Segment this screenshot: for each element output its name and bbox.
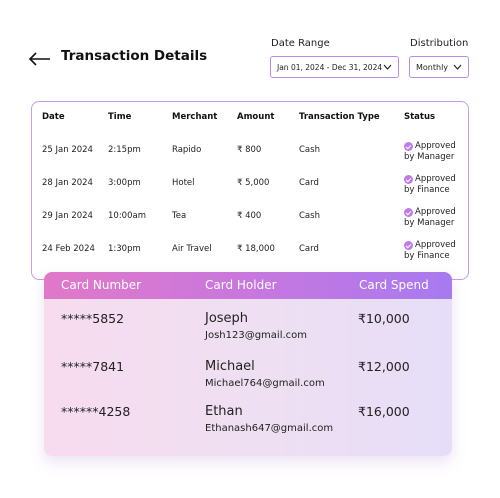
- card-row[interactable]: [44, 359, 452, 399]
- card-row[interactable]: [44, 311, 452, 351]
- card-spend: ₹12,000: [358, 359, 410, 374]
- distribution-label: Distribution: [410, 38, 469, 49]
- check-circle-icon: [404, 175, 413, 184]
- table-row[interactable]: [32, 172, 468, 194]
- column-header-amount: Amount: [237, 112, 275, 122]
- cell-transaction-type: Card: [299, 178, 319, 188]
- card-holder-name: Joseph: [205, 311, 249, 326]
- cell-merchant: Air Travel: [172, 244, 212, 254]
- card-holder-name: Michael: [205, 359, 255, 374]
- card-number: *****5852: [61, 311, 125, 326]
- card-holder-email: Ethanash647@gmail.com: [205, 423, 334, 434]
- cell-time: 3:00pm: [108, 178, 141, 188]
- chevron-down-icon: [383, 64, 392, 70]
- card-number: ******4258: [61, 404, 131, 419]
- status-text: Approved: [415, 174, 456, 184]
- column-header-card-spend: Card Spend: [359, 278, 429, 292]
- cell-date: 29 Jan 2024: [42, 211, 93, 221]
- status-text: Approved: [415, 207, 456, 217]
- date-range-value: Jan 01, 2024 - Dec 31, 2024: [277, 62, 383, 72]
- status-text: Approved: [415, 240, 456, 250]
- cell-time: 10:00am: [108, 211, 146, 221]
- arrow-left-icon[interactable]: [29, 50, 51, 68]
- date-range-label: Date Range: [271, 38, 330, 49]
- card-holder-name: Ethan: [205, 404, 243, 419]
- cell-date: 25 Jan 2024: [42, 145, 93, 155]
- table-row[interactable]: [32, 139, 468, 161]
- check-circle-icon: [404, 241, 413, 250]
- cell-time: 1:30pm: [108, 244, 141, 254]
- cell-amount: ₹ 400: [237, 211, 262, 221]
- check-circle-icon: [404, 208, 413, 217]
- card-row[interactable]: [44, 404, 452, 444]
- status-approver: by Manager: [404, 152, 455, 162]
- column-header-time: Time: [108, 112, 132, 122]
- column-header-card-number: Card Number: [61, 278, 142, 292]
- cell-amount: ₹ 18,000: [237, 244, 275, 254]
- status-text: Approved: [415, 141, 456, 151]
- chevron-down-icon: [453, 64, 462, 70]
- page-title: Transaction Details: [61, 48, 208, 64]
- card-spend-panel: [44, 272, 452, 456]
- cell-merchant: Tea: [172, 211, 187, 221]
- card-table-header: [44, 272, 452, 299]
- cell-transaction-type: Cash: [299, 211, 320, 221]
- column-header-transaction-type: Transaction Type: [299, 112, 380, 122]
- status-approver: by Finance: [404, 185, 450, 195]
- status-approver: by Finance: [404, 251, 450, 261]
- table-header-row: [32, 102, 468, 124]
- distribution-select[interactable]: [409, 56, 469, 78]
- cell-merchant: Hotel: [172, 178, 195, 188]
- column-header-merchant: Merchant: [172, 112, 218, 122]
- cell-transaction-type: Cash: [299, 145, 320, 155]
- distribution-value: Monthly: [416, 62, 449, 72]
- check-circle-icon: [404, 142, 413, 151]
- cell-date: 28 Jan 2024: [42, 178, 93, 188]
- table-row[interactable]: [32, 238, 468, 260]
- cell-time: 2:15pm: [108, 145, 141, 155]
- cell-transaction-type: Card: [299, 244, 319, 254]
- cell-date: 24 Feb 2024: [42, 244, 95, 254]
- date-range-select[interactable]: [270, 56, 399, 78]
- card-holder-email: Michael764@gmail.com: [205, 378, 325, 389]
- card-spend: ₹16,000: [358, 404, 410, 419]
- column-header-date: Date: [42, 112, 65, 122]
- status-approver: by Manager: [404, 218, 455, 228]
- column-header-status: Status: [404, 112, 436, 122]
- card-number: *****7841: [61, 359, 125, 374]
- card-holder-email: Josh123@gmail.com: [205, 330, 308, 341]
- cell-merchant: Rapido: [172, 145, 202, 155]
- cell-amount: ₹ 800: [237, 145, 262, 155]
- table-row[interactable]: [32, 205, 468, 227]
- column-header-card-holder: Card Holder: [205, 278, 277, 292]
- card-spend: ₹10,000: [358, 311, 410, 326]
- transactions-table: [31, 101, 469, 280]
- cell-amount: ₹ 5,000: [237, 178, 270, 188]
